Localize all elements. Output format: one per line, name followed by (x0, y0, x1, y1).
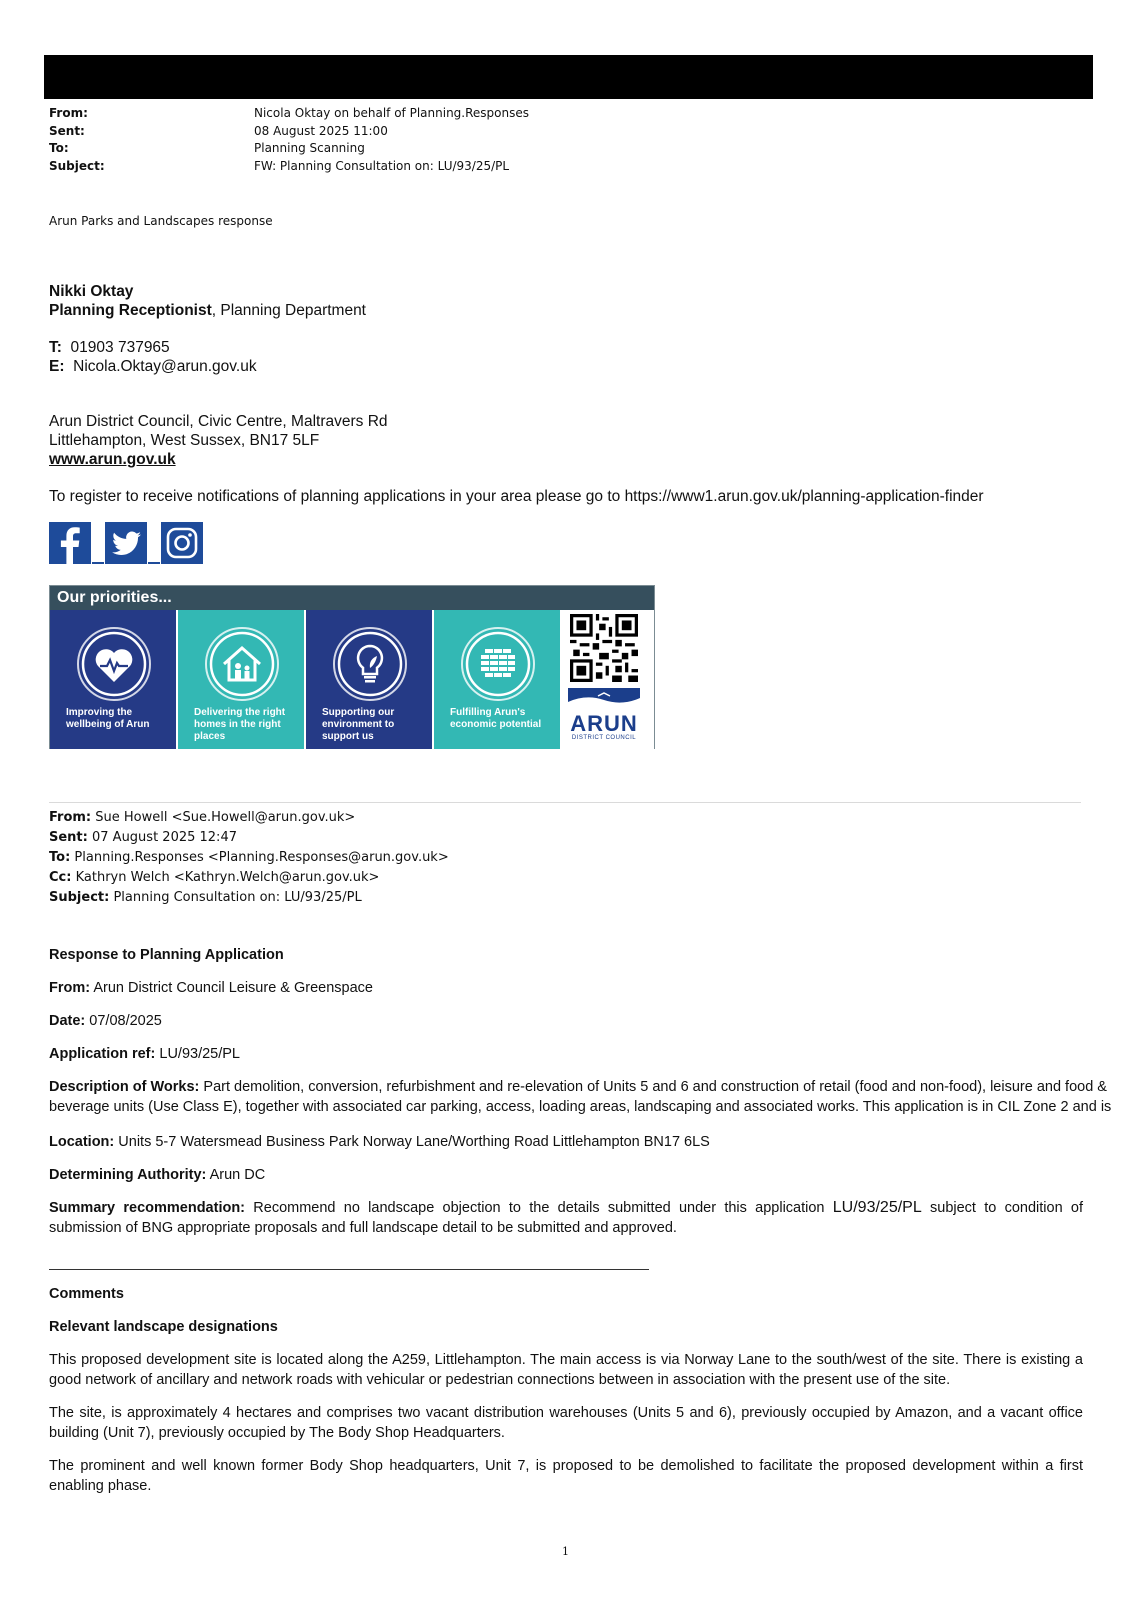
value: Arun DC (209, 1167, 266, 1183)
value: Part demolition, conversion, refurbishment and re-elevation of Units 5 and 6 and construction of retail (food and non-food), leisure and food & (203, 1079, 1107, 1095)
heart-icon (74, 624, 154, 704)
contact-block (49, 338, 257, 376)
twitter-icon[interactable] (105, 522, 147, 564)
priority-tile-economic (434, 610, 562, 749)
instagram-icon[interactable] (161, 522, 203, 564)
facebook-icon[interactable] (49, 522, 91, 564)
description-of-works (49, 1077, 1131, 1117)
address-line-1: Arun District Council, Civic Centre, Maltravers Rd (49, 413, 388, 430)
council-logo-cell (562, 610, 654, 749)
email-value[interactable]: Nicola.Oktay@arun.gov.uk (73, 358, 257, 375)
sent-value: 08 August 2025 11:00 (254, 123, 388, 138)
notification-notice: To register to receive notifications of planning applications in your area please go to https://www1.arun.gov.uk/planning-application-finder (49, 488, 984, 505)
priority-tile-wellbeing (50, 610, 178, 749)
fwd-cc-label: Cc: (49, 870, 72, 885)
separator (91, 522, 105, 564)
fwd-from-value: Sue Howell <Sue.Howell@arun.gov.uk> (95, 810, 356, 825)
tel-value[interactable]: 01903 737965 (70, 339, 170, 356)
home-icon (202, 624, 282, 704)
intro-text: Arun Parks and Landscapes response (49, 214, 273, 228)
fwd-sent-value: 07 August 2025 12:47 (92, 830, 237, 845)
email-label: E: (49, 358, 65, 375)
response-heading (49, 945, 1083, 965)
response-from (49, 978, 1083, 998)
social-links (49, 522, 203, 564)
summary-ref: LU/93/25/PL (832, 1199, 922, 1216)
separator (147, 522, 161, 564)
arun-logo (568, 688, 640, 741)
label: Description of Works: (49, 1079, 200, 1095)
value: LU/93/25/PL (159, 1046, 240, 1062)
fwd-cc-value: Kathryn Welch <Kathryn.Welch@arun.gov.uk> (75, 870, 380, 885)
brick-wall-icon (458, 624, 538, 704)
tile-caption: Improving the wellbeing of Arun (66, 707, 150, 730)
page-number: 1 (562, 1545, 569, 1558)
paragraph-3: The prominent and well known former Body Shop headquarters, Unit 7, is proposed to be demolished to facilitate the proposed development within a first enabling phase. (49, 1458, 1083, 1494)
comments-heading (49, 1284, 1083, 1304)
value: Recommend no landscape objection to the details submitted under this application (253, 1200, 825, 1216)
wave-logo-icon (568, 688, 640, 708)
qr-code-icon[interactable] (570, 614, 638, 682)
value-continued: beverage units (Use Class E), together with associated car parking, access, loading areas, landscaping and associated works. This application is in CIL Zone 2 and is (49, 1099, 1112, 1115)
response-heading-text: Response to Planning Application (49, 947, 284, 963)
fwd-to-value: Planning.Responses <Planning.Responses@arun.gov.uk> (74, 850, 449, 865)
tile-caption: Fulfilling Arun's economic potential (450, 707, 542, 730)
address-block (49, 412, 388, 469)
signature-name: Nikki Oktay (49, 283, 134, 300)
subject-label: Subject: (49, 158, 105, 173)
address-line-2: Littlehampton, West Sussex, BN17 5LF (49, 432, 320, 449)
determining-authority (49, 1165, 1083, 1185)
logo-subtitle: DISTRICT COUNCIL (571, 735, 637, 741)
paragraph-1: This proposed development site is located along the A259, Littlehampton. The main access is via Norway Lane to the south/west of the site. There is existing a good network of ancillary and network roads with vehicular or pedestrian connections between in association with the present use of the site. (49, 1352, 1083, 1388)
from-label: From: (49, 106, 88, 120)
label: Date: (49, 1013, 86, 1029)
label: Location: (49, 1134, 115, 1150)
email-header (49, 105, 749, 175)
response-date (49, 1011, 1083, 1031)
paragraph-2: The site, is approximately 4 hectares and comprises two vacant distribution warehouses (Units 5 and 6), previously occupied by Amazon, and a vacant office building (Unit 7), previously occupied by The Body Shop Headquarters. (49, 1405, 1083, 1441)
to-value: Planning Scanning (254, 141, 365, 155)
tile-caption: Supporting our environment to support us (322, 707, 395, 742)
website-link[interactable]: www.arun.gov.uk (49, 451, 176, 468)
priority-tile-homes (178, 610, 306, 749)
value: Arun District Council Leisure & Greenspace (93, 980, 373, 996)
heading-text: Relevant landscape designations (49, 1319, 278, 1335)
response-ref (49, 1044, 1083, 1064)
redaction-bar (44, 55, 1093, 99)
lightbulb-icon (330, 624, 410, 704)
priority-tile-environment (306, 610, 434, 749)
separator-line (49, 1269, 649, 1270)
from-value: Nicola Oktay on behalf of Planning.Responses (254, 106, 529, 120)
label: Summary recommendation: (49, 1200, 246, 1216)
fwd-from-label: From: (49, 810, 92, 825)
subject-value: FW: Planning Consultation on: LU/93/25/PL (254, 158, 510, 173)
sent-label: Sent: (49, 123, 85, 138)
label: Application ref: (49, 1046, 156, 1062)
value: 07/08/2025 (89, 1013, 162, 1029)
tel-label: T: (49, 339, 62, 356)
signature-block (49, 282, 366, 320)
divider (49, 802, 1081, 803)
label: From: (49, 980, 91, 996)
logo-word: ARUN (570, 711, 638, 736)
signature-role: Planning Receptionist (49, 302, 212, 319)
fwd-subject-value: Planning Consultation on: LU/93/25/PL (113, 890, 362, 905)
value-continued: subject to condition of submission of BNG appropriate proposals and full landscape detail to be submitted and approved. (49, 1200, 1083, 1236)
signature-dept: , Planning Department (211, 302, 366, 319)
fwd-subject-label: Subject: (49, 890, 110, 905)
forwarded-header (49, 808, 449, 908)
heading-text: Comments (49, 1286, 124, 1302)
to-label: To: (49, 141, 69, 155)
location (49, 1132, 1083, 1152)
tile-caption: Delivering the right homes in the right places (194, 707, 286, 742)
priorities-banner (49, 585, 655, 749)
fwd-to-label: To: (49, 850, 71, 865)
priorities-title: Our priorities... (50, 586, 654, 610)
fwd-sent-label: Sent: (49, 830, 88, 845)
label: Determining Authority: (49, 1167, 207, 1183)
value: Units 5-7 Watersmead Business Park Norway Lane/Worthing Road Littlehampton BN17 6LS (118, 1134, 710, 1150)
summary-recommendation (49, 1198, 1083, 1238)
designations-heading (49, 1317, 1083, 1337)
